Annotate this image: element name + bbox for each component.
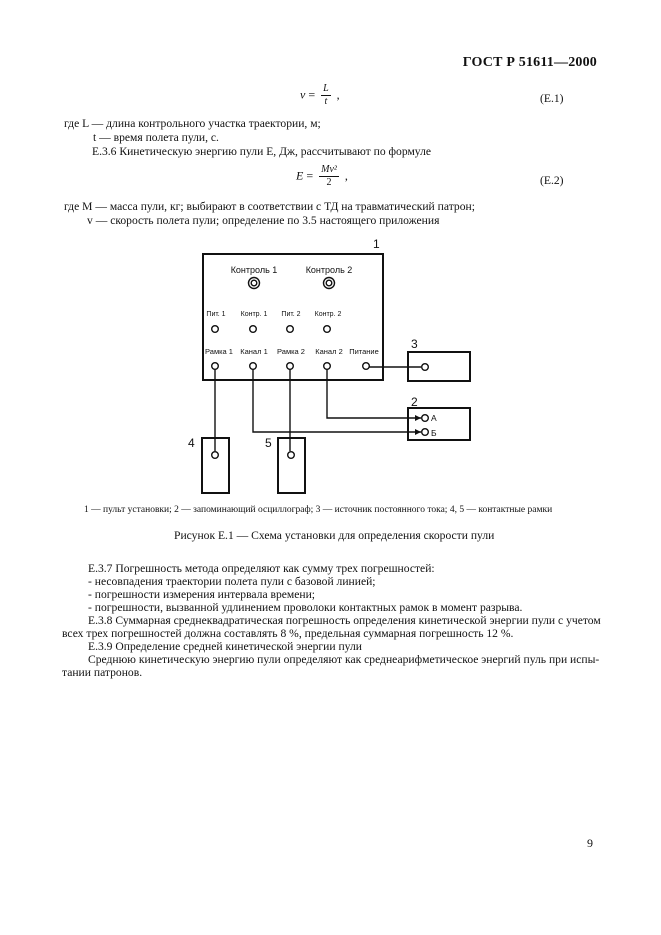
socket-kontr-2-icon <box>324 326 331 333</box>
where1-line2: t — время полета пули, с. <box>93 131 219 144</box>
osc-input-a-icon <box>422 415 429 422</box>
callout-5: 5 <box>265 436 272 450</box>
socket-ramka-2-icon <box>287 363 294 370</box>
para-e39-line1: Среднюю кинетическую энергию пули определяют как среднеарифметическое энергий пуль при испы- <box>88 653 600 666</box>
formula-e2-numerator: Mv² <box>321 164 337 175</box>
para-e39-line2: тании патронов. <box>62 666 143 679</box>
callout-2: 2 <box>411 395 418 409</box>
para-e39-title: Е.3.9 Определение средней кинетической энергии пули <box>88 640 362 653</box>
socket-pit-2-icon <box>287 326 294 333</box>
arrow-b-icon <box>415 429 421 435</box>
formula-e1-numerator: L <box>323 83 329 94</box>
formula-e2-lhs: E <box>296 168 304 183</box>
label-pitanie: Питание <box>349 347 379 356</box>
para-e37-item-1: - несовпадения траектории полета пули с базовой линией; <box>88 575 376 588</box>
callout-4: 4 <box>188 436 195 450</box>
formula-e1-eq: = <box>308 87 316 102</box>
wire-kanal1-osc-b <box>253 369 421 432</box>
para-e37-item-3: - погрешности, вызванной удлинением проволоки контактных рамок в момент разрыва. <box>88 601 523 614</box>
socket-kontr-1-icon <box>250 326 257 333</box>
callout-3: 3 <box>411 337 418 351</box>
where2-line2: v — скорость полета пули; определение по 3.5 настоящего приложения <box>87 214 440 227</box>
figure-legend-text: 1 — пульт установки; 2 — запоминающий осциллограф; 3 — источник постоянного тока; 4, 5 — контактные рамки <box>84 505 553 515</box>
frame-1-terminal-icon <box>212 452 219 459</box>
label-kontr-1: Контр. 1 <box>240 311 268 318</box>
label-kontr-2: Контр. 2 <box>314 311 342 318</box>
label-kanal-1: Канал 1 <box>240 347 268 356</box>
formula-e1-denominator: t <box>324 96 328 107</box>
socket-kanal-2-icon <box>324 363 331 370</box>
formula-e2-eq: = <box>306 168 314 183</box>
figure-caption: Рисунок Е.1 — Схема установки для определения скорости пули <box>174 529 495 542</box>
oscilloscope-box <box>408 408 470 440</box>
label-pit-1: Пит. 1 <box>206 311 226 318</box>
wire-kanal2-osc-a <box>327 369 421 418</box>
socket-pit-1-icon <box>212 326 219 333</box>
frame-2-terminal-icon <box>288 452 295 459</box>
socket-pitanie-icon <box>363 363 370 370</box>
formula-e1-tail: , <box>336 87 340 102</box>
label-osc-a: А <box>431 413 437 423</box>
label-pit-2: Пит. 2 <box>281 311 301 318</box>
socket-ramka-1-icon <box>212 363 219 370</box>
para-e36: Е.3.6 Кинетическую энергию пули E, Дж, рассчитывают по формуле <box>92 145 432 158</box>
label-kontrol-1: Контроль 1 <box>230 265 278 275</box>
lamp-kontrol-1-icon <box>249 278 260 289</box>
arrow-a-icon <box>415 415 421 421</box>
contact-frame-2-box <box>278 438 305 493</box>
label-ramka-1: Рамка 1 <box>205 347 233 356</box>
label-kontrol-2: Контроль 2 <box>305 265 353 275</box>
document-code: ГОСТ Р 51611—2000 <box>462 55 597 70</box>
label-kanal-2: Канал 2 <box>315 347 343 356</box>
equation-number-e1: (Е.1) <box>540 92 564 105</box>
equation-number-e2: (Е.2) <box>540 174 564 187</box>
lamp-kontrol-2-icon <box>324 278 335 289</box>
label-ramka-2: Рамка 2 <box>277 347 305 356</box>
page-number: 9 <box>587 836 593 850</box>
osc-input-b-icon <box>422 429 429 436</box>
para-e37-item-2: - погрешности измерения интервала времени; <box>88 588 316 601</box>
where1-line1: где L — длина контрольного участка траектории, м; <box>64 117 321 130</box>
callout-1: 1 <box>373 237 380 251</box>
para-e37-intro: Е.3.7 Погрешность метода определяют как сумму трех погрешностей: <box>88 562 435 575</box>
formula-e2-denominator: 2 <box>326 177 332 188</box>
figure-legend <box>84 505 552 515</box>
power-terminal-icon <box>422 364 429 371</box>
para-e38-line1: Е.3.8 Суммарная среднеквадратическая погрешность определения кинетической энергии пули с учетом <box>88 614 601 627</box>
where2-line1: где M — масса пули, кг; выбирают в соответствии с ТД на травматический патрон; <box>64 200 475 213</box>
formula-e2-tail: , <box>344 168 348 183</box>
socket-kanal-1-icon <box>250 363 257 370</box>
para-e38-line2: всех трех погрешностей должна составлять 8 %, предельная суммарная погрешность 12 %. <box>62 627 514 640</box>
label-osc-b: Б <box>431 428 437 438</box>
formula-e1-lhs: v <box>300 87 306 102</box>
